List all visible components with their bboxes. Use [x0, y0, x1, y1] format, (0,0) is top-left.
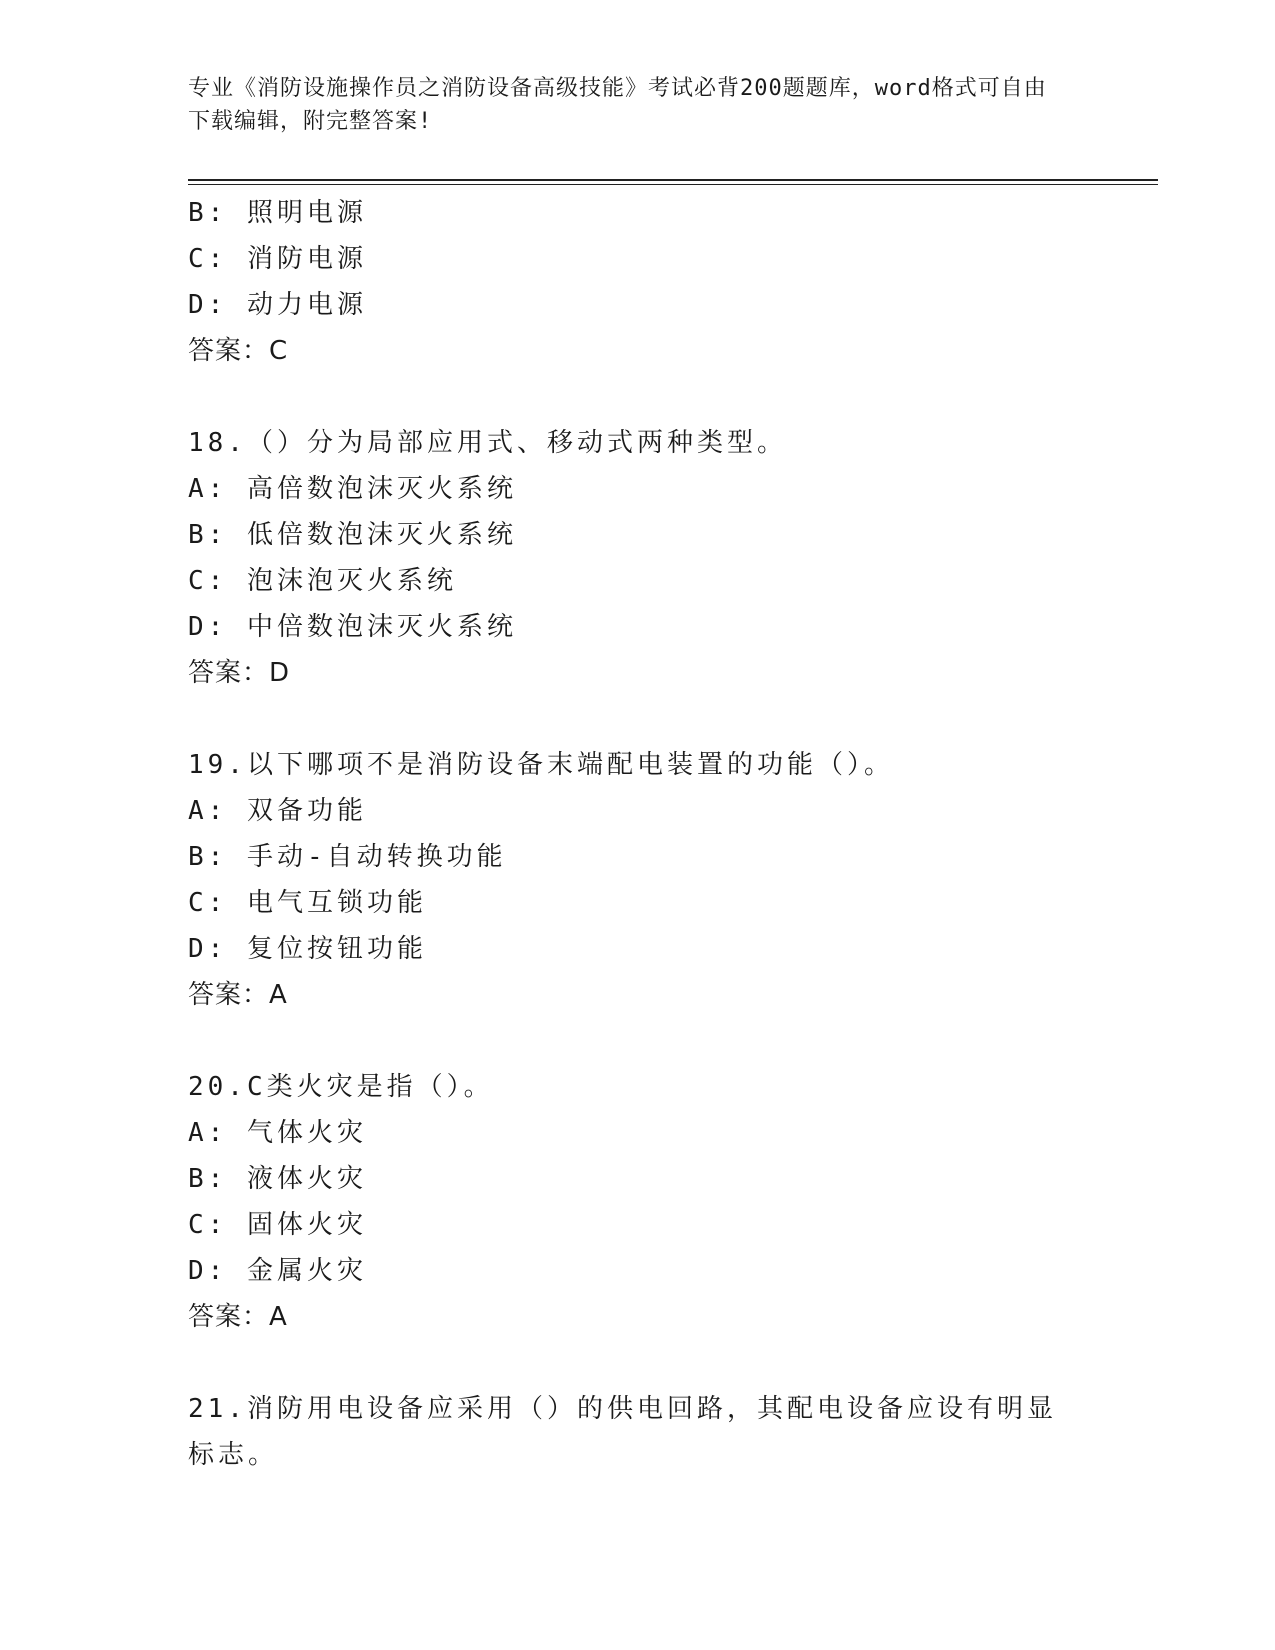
option-a: A: 气体火灾 — [188, 1118, 367, 1148]
option-b: B: 液体火灾 — [188, 1164, 367, 1194]
question-text: 20.C类火灾是指（）。 — [188, 1072, 494, 1102]
option-d: D: 金属火灾 — [188, 1256, 367, 1286]
option-a: A: 高倍数泡沫灭火系统 — [188, 474, 517, 504]
option-c: C: 消防电源 — [188, 244, 367, 274]
question-18 — [188, 420, 1088, 696]
header-rule-thin — [188, 184, 1158, 185]
answer: 答案：D — [188, 658, 291, 688]
option-b: B: 照明电源 — [188, 198, 367, 228]
question-19 — [188, 742, 1088, 1018]
answer: 答案：A — [188, 1302, 288, 1332]
question-17 — [188, 190, 1088, 374]
answer: 答案：C — [188, 336, 289, 366]
question-list — [188, 190, 1088, 1478]
option-c: C: 泡沫泡灭火系统 — [188, 566, 457, 596]
option-d: D: 中倍数泡沫灭火系统 — [188, 612, 517, 642]
document-header: 专业《消防设施操作员之消防设备高级技能》考试必背200题题库，word格式可自由下载编辑，附完整答案! — [188, 76, 1047, 134]
option-a: A: 双备功能 — [188, 796, 367, 826]
option-c: C: 电气互锁功能 — [188, 888, 427, 918]
option-d: D: 复位按钮功能 — [188, 934, 427, 964]
question-text: 19.以下哪项不是消防设备末端配电装置的功能（）。 — [188, 750, 894, 780]
question-20 — [188, 1064, 1088, 1340]
option-b: B: 低倍数泡沫灭火系统 — [188, 520, 517, 550]
question-text: 21.消防用电设备应采用（）的供电回路，其配电设备应设有明显标志。 — [188, 1394, 1057, 1470]
option-b: B: 手动-自动转换功能 — [188, 842, 507, 872]
option-c: C: 固体火灾 — [188, 1210, 367, 1240]
header-rule-thick — [188, 179, 1158, 181]
question-text: 18.（）分为局部应用式、移动式两种类型。 — [188, 428, 787, 458]
question-21 — [188, 1386, 1088, 1478]
option-d: D: 动力电源 — [188, 290, 367, 320]
answer: 答案：A — [188, 980, 288, 1010]
